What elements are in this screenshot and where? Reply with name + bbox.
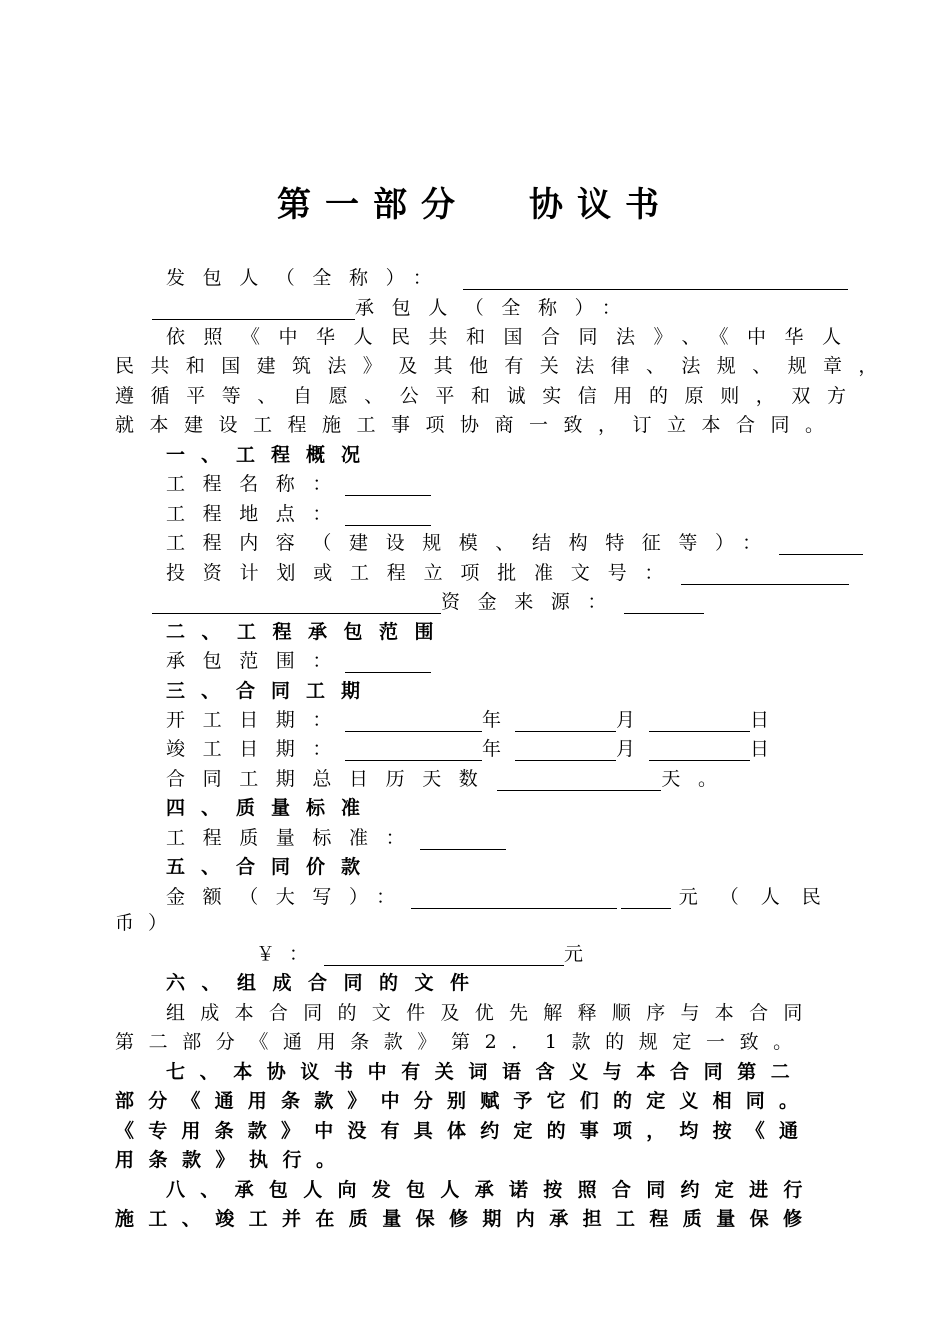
section-2-heading: 二、工程承包范围 (166, 621, 451, 643)
fund-line: 资金来源： (152, 590, 704, 614)
finish-day-blank[interactable] (649, 740, 750, 761)
finish-month-blank[interactable] (515, 740, 616, 761)
total-days-line: 合同工期总日历天数 天。 (166, 768, 735, 790)
quality-blank[interactable] (420, 829, 506, 850)
para-6a: 组成本合同的文件及优先解释顺序与本合同 (166, 1002, 818, 1024)
contractor-line (152, 296, 638, 320)
section-3-heading: 三、合同工期 (166, 680, 377, 702)
start-year-blank[interactable] (345, 711, 482, 732)
fund-blank[interactable] (624, 593, 704, 614)
project-place-blank[interactable] (345, 505, 431, 526)
section-4-heading: 四、质量标准 (166, 797, 377, 819)
para-1a: 依照《中华人民共和国合同法》、《中华人 (166, 326, 860, 348)
section-1-heading: 一、工程概况 (166, 444, 377, 466)
project-content-blank[interactable] (779, 534, 863, 555)
amount-blank[interactable] (411, 888, 617, 909)
para-7b: 部分《通用条款》中分别赋予它们的定义相同。 (115, 1090, 813, 1112)
project-name-line: 工程名称： (166, 472, 431, 496)
para-1c: 遵循平等、自愿、公平和诚实信用的原则，双方 (115, 385, 863, 407)
finish-date-line: 竣工日期： 年 月 日 (166, 738, 770, 760)
para-7c: 《专用条款》中没有具体约定的事项，均按《通 (115, 1120, 813, 1142)
start-month-blank[interactable] (515, 711, 616, 732)
approval-blank[interactable] (681, 564, 849, 585)
project-name-blank[interactable] (345, 475, 431, 496)
start-date-line: 开工日期： 年 月 日 (166, 709, 770, 731)
quality-line: 工程质量标准： (166, 826, 506, 850)
approval-blank-cont[interactable] (152, 593, 441, 614)
employer-blank[interactable] (463, 269, 848, 290)
finish-year-blank[interactable] (345, 740, 482, 761)
project-place-line: 工程地点： (166, 502, 431, 526)
amount-blank-2[interactable] (621, 888, 671, 909)
para-8a: 八、承包人向发包人承诺按照合同约定进行 (166, 1179, 818, 1201)
para-7a: 七、本协议书中有关词语含义与本合同第二 (166, 1061, 805, 1083)
amount-line: 金额（大写）： 元（人民 (166, 886, 843, 908)
project-content-line: 工程内容（建设规模、结构特征等）： (166, 531, 863, 555)
employer-line (166, 266, 848, 290)
page-title (0, 183, 950, 227)
scope-line: 承包范围： (166, 649, 431, 673)
para-1b: 民共和国建筑法》及其他有关法律、法规、规章， (115, 355, 894, 377)
amount-line-cont: 币） (115, 912, 182, 934)
para-1d: 就本建设工程施工事项协商一致，订立本合同。 (115, 414, 840, 436)
yen-blank[interactable] (324, 945, 564, 966)
section-5-heading: 五、合同价款 (166, 856, 377, 878)
total-days-blank[interactable] (497, 770, 661, 791)
para-8b: 施工、竣工并在质量保修期内承担工程质量保修 (115, 1208, 817, 1230)
scope-blank[interactable] (345, 652, 431, 673)
approval-line: 投资计划或工程立项批准文号： (166, 561, 849, 585)
contractor-label: 承包人（全称）： (355, 297, 639, 319)
section-6-heading: 六、组成合同的文件 (166, 972, 486, 994)
para-7d: 用条款》执行。 (115, 1149, 350, 1171)
title-part: 第一部分 (277, 185, 469, 225)
para-6b: 第二部分《通用条款》第2．1款的规定一致。 (115, 1031, 807, 1053)
employer-label: 发包人（全称）： (166, 267, 450, 289)
start-day-blank[interactable] (649, 711, 750, 732)
yen-line: ￥： 元 (256, 943, 584, 965)
title-agreement: 协议书 (529, 185, 673, 225)
employer-blank-cont[interactable] (152, 299, 355, 320)
